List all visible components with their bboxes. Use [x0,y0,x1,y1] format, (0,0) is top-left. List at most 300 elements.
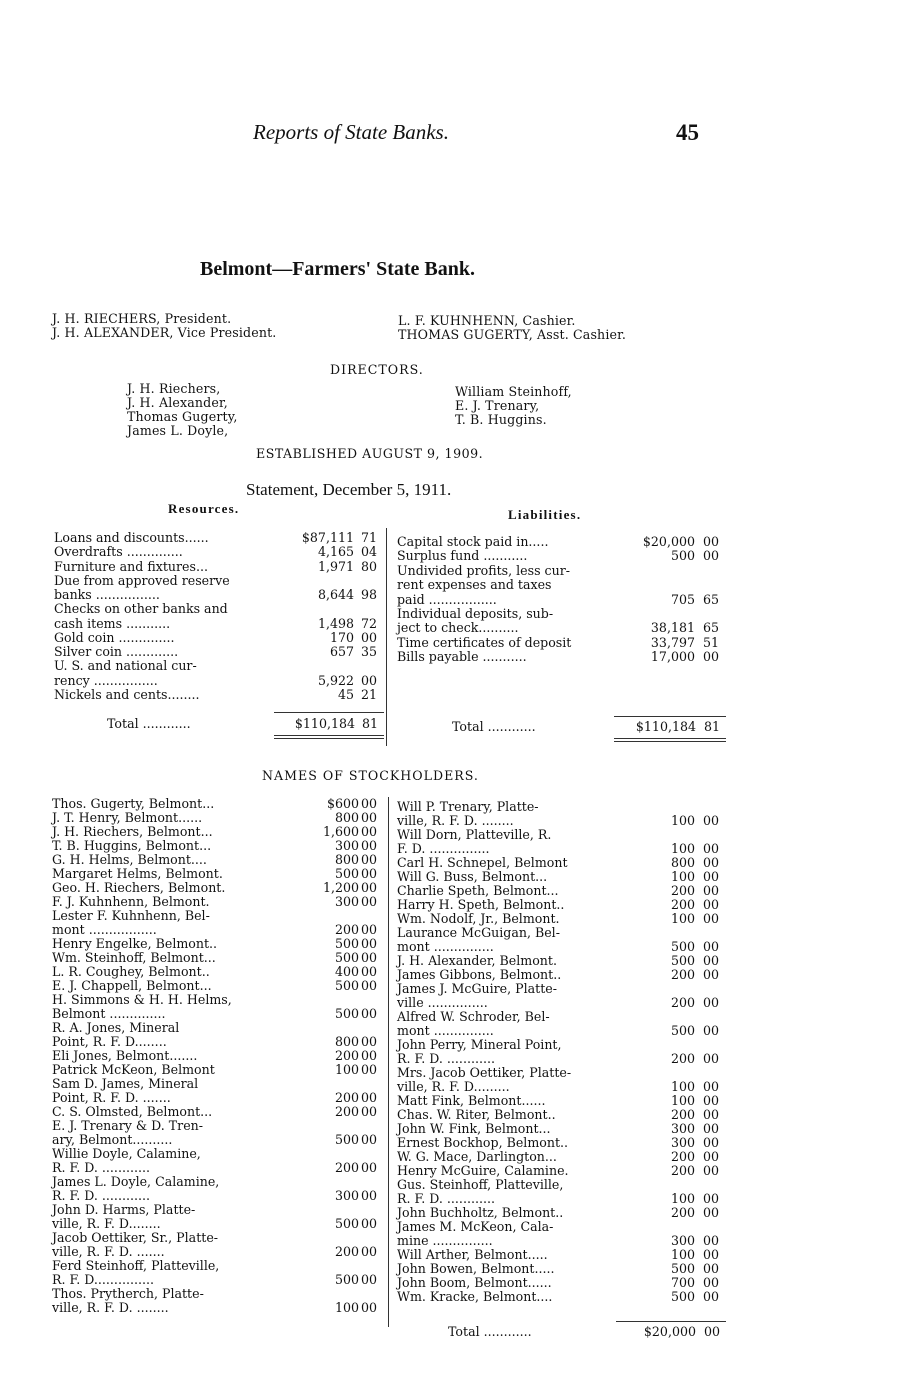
officer-asst-cashier: THOMAS GUGERTY, Asst. Cashier. [398,327,627,342]
stockholder-left-row [52,1077,386,1091]
stockholder-right-row [397,912,727,926]
stockholder-left-label: J. T. Henry, Belmont...... [52,810,203,825]
liabilities-total-rule [614,716,726,717]
liabilities-total-dollars: $110,184 [635,719,696,734]
resource-row [54,617,384,631]
stockholder-left-cents: 00 [361,838,378,853]
stockholder-left-cents: 00 [361,922,378,937]
stockholder-left-dollars: 500 [334,1006,359,1021]
stockholder-right-row [397,800,727,814]
stockholder-left-row [52,1245,386,1259]
stockholder-right-label: Will Arther, Belmont..... [397,1247,548,1262]
resource-dollars: $87,111 [301,530,354,545]
stockholder-left-dollars: 100 [334,1062,359,1077]
stockholder-right-label: Wm. Nodolf, Jr., Belmont. [397,911,560,926]
stockholder-left-dollars: 500 [334,1272,359,1287]
stockholder-right-row [397,1066,727,1080]
stockholder-right-label: R. F. D. ............ [397,1051,495,1066]
resource-row [54,674,384,688]
resource-dollars: 45 [337,686,354,702]
stockholder-left-cents: 00 [361,964,378,979]
stockholder-right-dollars: 100 [670,911,695,926]
stockholder-left-dollars: 200 [334,1048,359,1063]
stockholder-left-dollars: 500 [334,936,359,951]
stockholder-right-dollars: 200 [670,1163,695,1178]
stockholder-left-row [52,993,386,1007]
resource-row [54,588,384,602]
stockholder-left-row [52,881,386,895]
liability-cents: 00 [703,649,720,665]
stockholder-right-cents: 00 [703,967,720,982]
established-date: ESTABLISHED AUGUST 9, 1909. [256,446,484,461]
stockholder-right-label: Will Dorn, Platteville, R. [397,827,552,842]
stockholder-right-cents: 00 [703,1051,720,1066]
stockholder-left-label: Thos. Prytherch, Platte- [52,1286,204,1301]
stockholders-total-label: Total ............ [448,1324,532,1339]
stockholder-left-row [52,1091,386,1105]
stockholder-left-label: Point, R. F. D. ....... [52,1090,171,1105]
stockholder-right-row [397,940,727,954]
resource-cents: 71 [361,530,378,545]
stockholder-left-label: Geo. H. Riechers, Belmont. [52,880,226,895]
stockholder-right-row [397,1234,727,1248]
stockholder-right-label: mine ............... [397,1233,493,1248]
stockholder-left-dollars: 500 [334,1132,359,1147]
stockholder-right-cents: 00 [703,883,720,898]
stockholder-left-label: James L. Doyle, Calamine, [52,1174,220,1189]
stockholder-left-row [52,1175,386,1189]
resource-label: Gold coin .............. [54,629,175,645]
resources-double-rule [274,735,384,736]
stockholder-left-row [52,965,386,979]
resource-dollars: 4,165 [317,544,354,560]
stockholder-left-row [52,979,386,993]
stockholder-right-dollars: 100 [670,1247,695,1262]
resources-table [54,531,384,702]
stockholder-left-cents: 00 [361,1300,378,1315]
stockholder-left-row [52,1007,386,1021]
liability-row [397,636,727,650]
stockholder-left-row [52,1287,386,1301]
stockholder-left-label: Eli Jones, Belmont....... [52,1048,198,1063]
liabilities-table [397,535,727,665]
stockholder-right-row [397,1178,727,1192]
stockholder-right-label: Chas. W. Riter, Belmont.. [397,1107,556,1122]
resource-cents: 04 [361,544,378,560]
stockholder-right-dollars: 300 [670,1121,695,1136]
stockholder-right-row [397,1094,727,1108]
resource-row [54,659,384,673]
stockholder-left-row [52,825,386,839]
director: J. H. Riechers, [127,381,221,396]
stockholder-right-label: James M. McKeon, Cala- [397,1219,554,1234]
stockholder-right-dollars: 800 [670,855,695,870]
stockholder-left-cents: 00 [361,1216,378,1231]
stockholder-right-cents: 00 [703,897,720,912]
stockholder-right-cents: 00 [703,1093,720,1108]
liability-dollars: 705 [670,591,695,607]
stockholder-right-label: ville ............... [397,995,488,1010]
liability-cents: 65 [703,620,720,636]
stockholders-heading: NAMES OF STOCKHOLDERS. [262,768,479,783]
stockholders-divider [388,797,389,1327]
stockholder-left-row [52,1035,386,1049]
stockholder-left-dollars: 800 [334,852,359,867]
stockholder-left-row [52,909,386,923]
stockholder-right-dollars: 500 [670,1289,695,1304]
stockholder-right-label: Matt Fink, Belmont...... [397,1093,546,1108]
stockholder-right-label: R. F. D. ............ [397,1191,495,1206]
stockholder-right-row [397,1220,727,1234]
stockholder-left-label: Jacob Oettiker, Sr., Platte- [52,1230,219,1245]
stockholder-right-dollars: 100 [670,841,695,856]
stockholder-left-cents: 00 [361,1244,378,1259]
stockholder-left-row [52,1049,386,1063]
director: James L. Doyle, [127,423,229,438]
stockholder-left-row [52,1021,386,1035]
stockholder-left-dollars: 300 [334,894,359,909]
stockholder-left-dollars: 1,200 [322,880,359,895]
resources-total-dollars: $110,184 [294,716,355,731]
running-title: Reports of State Banks. [253,120,449,144]
stockholder-left-dollars: 100 [334,1300,359,1315]
stockholder-right-row [397,828,727,842]
stockholder-left-label: E. J. Chappell, Belmont... [52,978,212,993]
stockholder-left-label: Sam D. James, Mineral [52,1076,199,1091]
stockholder-right-label: Charlie Speth, Belmont... [397,883,559,898]
stockholder-left-label: ville, R. F. D........ [52,1216,161,1231]
column-divider [386,528,387,746]
stockholder-left-cents: 00 [361,810,378,825]
director: William Steinhoff, [455,384,572,399]
resource-label: rency ................ [54,672,158,688]
liability-row [397,650,727,664]
liabilities-double-rule [614,738,726,739]
stockholder-left-row [52,895,386,909]
director: J. H. Alexander, [127,395,228,410]
stockholder-left-cents: 00 [361,950,378,965]
stockholder-left-label: Henry Engelke, Belmont.. [52,936,218,951]
stockholder-left-label: ville, R. F. D. ....... [52,1244,165,1259]
stockholder-right-label: James J. McGuire, Platte- [397,981,557,996]
resource-label: banks ................ [54,587,160,602]
resource-label: Nickels and cents........ [54,686,200,702]
liability-cents: 00 [703,548,720,564]
stockholder-right-cents: 00 [703,1023,720,1038]
stockholder-right-cents: 00 [703,1205,720,1220]
officer-cashier: L. F. KUHNHENN, Cashier. [398,313,576,328]
stockholder-right-dollars: 300 [670,1135,695,1150]
stockholder-right-row [397,1080,727,1094]
resource-cents: 21 [361,686,378,702]
liability-row [397,593,727,607]
stockholder-right-label: Ernest Bockhop, Belmont.. [397,1135,569,1150]
stockholder-left-row [52,951,386,965]
resource-cents: 00 [361,672,378,688]
stockholder-right-label: John W. Fink, Belmont... [397,1121,551,1136]
resource-dollars: 1,498 [317,615,354,631]
stockholder-right-row [397,1052,727,1066]
stockholder-left-cents: 00 [361,936,378,951]
resource-dollars: 8,644 [317,587,354,602]
stockholder-left-cents: 00 [361,1090,378,1105]
liability-label: ject to check.......... [397,620,519,636]
stockholder-right-label: J. H. Alexander, Belmont. [397,953,557,968]
liability-dollars: $20,000 [642,534,695,549]
stockholder-left-row [52,1119,386,1133]
resource-dollars: 657 [329,644,354,659]
resources-total-rule [274,712,384,713]
stockholder-left-cents: 00 [361,978,378,993]
stockholder-right-label: ville, R. F. D. ........ [397,813,514,828]
liability-label: Undivided profits, less cur- [397,562,570,578]
stockholder-left-row [52,1203,386,1217]
liabilities-total-label: Total ............ [452,719,536,734]
resource-label: Furniture and fixtures... [54,558,208,574]
liability-row [397,535,727,549]
stockholders-total-cents: 00 [704,1324,721,1339]
stockholder-right-cents: 00 [703,1107,720,1122]
stockholder-right-cents: 00 [703,841,720,856]
stockholder-right-label: Carl H. Schnepel, Belmont [397,855,568,870]
stockholder-left-cents: 00 [361,796,378,811]
stockholder-right-cents: 00 [703,813,720,828]
liabilities-double-rule [614,741,726,742]
stockholder-right-row [397,1108,727,1122]
resources-total-cents: 81 [362,716,379,731]
liability-dollars: 17,000 [650,649,695,665]
stockholder-left-dollars: 1,600 [322,824,359,839]
officer-vice-president: J. H. ALEXANDER, Vice President. [52,325,277,340]
stockholder-left-row [52,1147,386,1161]
stockholder-right-label: James Gibbons, Belmont.. [397,967,562,982]
stockholder-left-cents: 00 [361,824,378,839]
liability-label: Capital stock paid in..... [397,534,549,549]
resource-label: Loans and discounts...... [54,530,209,545]
liability-row [397,564,727,578]
liability-dollars: 38,181 [650,620,695,636]
stockholder-left-row [52,811,386,825]
stockholder-left-row [52,839,386,853]
stockholder-left-label: Wm. Steinhoff, Belmont... [52,950,216,965]
stockholder-right-dollars: 700 [670,1275,695,1290]
resource-row [54,645,384,659]
stockholder-right-cents: 00 [703,1121,720,1136]
stockholder-right-row [397,870,727,884]
stockholder-left-row [52,1259,386,1273]
stockholder-right-dollars: 200 [670,1205,695,1220]
stockholders-total-rule [616,1321,726,1322]
liability-label: Time certificates of deposit [397,634,572,650]
liabilities-heading: Liabilities. [508,507,582,522]
stockholder-right-dollars: 200 [670,1051,695,1066]
director: E. J. Trenary, [455,398,540,413]
resource-label: Due from approved reserve [54,572,230,588]
resource-dollars: 5,922 [317,672,354,688]
stockholder-left-label: L. R. Coughey, Belmont.. [52,964,210,979]
stockholder-left-row [52,867,386,881]
liability-row [397,607,727,621]
stockholder-left-label: ary, Belmont.......... [52,1132,173,1147]
stockholder-right-cents: 00 [703,1261,720,1276]
stockholder-left-row [52,1063,386,1077]
stockholder-left-cents: 00 [361,852,378,867]
stockholder-left-label: Ferd Steinhoff, Platteville, [52,1258,220,1273]
stockholder-right-cents: 00 [703,1191,720,1206]
resource-label: Checks on other banks and [54,601,228,617]
stockholder-right-dollars: 500 [670,1023,695,1038]
stockholder-left-cents: 00 [361,1160,378,1175]
stockholder-left-dollars: 200 [334,1104,359,1119]
stockholder-right-dollars: 100 [670,1093,695,1108]
director: T. B. Huggins. [455,412,547,427]
stockholder-left-cents: 00 [361,880,378,895]
liability-label: Individual deposits, sub- [397,605,554,621]
stockholder-left-row [52,1301,386,1315]
stockholder-left-row [52,853,386,867]
stockholder-right-cents: 00 [703,911,720,926]
stockholder-right-label: mont ............... [397,939,494,954]
stockholder-right-label: Wm. Kracke, Belmont.... [397,1289,553,1304]
stockholder-right-row [397,1136,727,1150]
resource-label: U. S. and national cur- [54,658,197,674]
stockholder-right-cents: 00 [703,1247,720,1262]
stockholder-right-row [397,1164,727,1178]
stockholder-right-row [397,926,727,940]
resources-double-rule [274,738,384,739]
stockholder-right-label: John Buchholtz, Belmont.. [397,1205,564,1220]
stockholder-left-row [52,1105,386,1119]
stockholder-right-row [397,1290,727,1304]
stockholder-right-row [397,842,727,856]
resource-row [54,531,384,545]
director: Thomas Gugerty, [127,409,238,424]
stockholder-left-label: H. Simmons & H. H. Helms, [52,992,232,1007]
resource-cents: 80 [361,558,378,574]
liability-label: Surplus fund ........... [397,548,528,564]
stockholder-left-cents: 00 [361,1062,378,1077]
stockholder-right-cents: 00 [703,939,720,954]
stockholder-left-row [52,1217,386,1231]
stockholder-right-label: John Bowen, Belmont..... [397,1261,555,1276]
resource-dollars: 170 [329,629,354,645]
stockholder-left-label: R. F. D............... [52,1272,154,1287]
stockholder-right-label: W. G. Mace, Darlington... [397,1149,557,1164]
stockholder-left-cents: 00 [361,1034,378,1049]
stockholder-right-row [397,1192,727,1206]
stockholder-left-dollars: 200 [334,922,359,937]
stockholder-right-dollars: 500 [670,939,695,954]
stockholder-left-cents: 00 [361,1006,378,1021]
stockholder-left-dollars: 200 [334,1090,359,1105]
resource-cents: 00 [361,629,378,645]
liability-label: paid ................. [397,591,497,607]
liability-cents: 51 [703,634,720,650]
liability-row [397,621,727,635]
stockholder-left-label: E. J. Trenary & D. Tren- [52,1118,204,1133]
stockholder-right-dollars: 500 [670,1261,695,1276]
stockholder-right-row [397,884,727,898]
stockholder-right-row [397,1276,727,1290]
stockholder-left-label: Patrick McKeon, Belmont [52,1062,215,1077]
stockholder-right-dollars: 200 [670,995,695,1010]
stockholders-left-list [52,797,386,1315]
stockholder-right-label: Will G. Buss, Belmont... [397,869,548,884]
liability-row [397,578,727,592]
stockholder-left-dollars: 500 [334,866,359,881]
stockholder-right-row [397,968,727,982]
stockholder-left-label: T. B. Huggins, Belmont... [52,838,212,853]
stockholder-right-dollars: 500 [670,953,695,968]
stockholder-right-label: John Boom, Belmont...... [397,1275,552,1290]
stockholder-left-dollars: 200 [334,1244,359,1259]
stockholder-right-label: Gus. Steinhoff, Platteville, [397,1177,564,1192]
stockholder-left-label: ville, R. F. D. ........ [52,1300,169,1315]
resource-row [54,545,384,559]
stockholder-right-row [397,814,727,828]
liabilities-total-cents: 81 [704,719,721,734]
resource-cents: 98 [361,587,378,602]
stockholder-left-label: J. H. Riechers, Belmont... [52,824,213,839]
stockholder-left-dollars: 200 [334,1160,359,1175]
statement-title: Statement, December 5, 1911. [246,480,452,499]
stockholder-left-row [52,1189,386,1203]
resource-row [54,602,384,616]
stockholder-left-dollars: 800 [334,810,359,825]
stockholder-left-label: John D. Harms, Platte- [52,1202,196,1217]
stockholder-right-label: John Perry, Mineral Point, [397,1037,562,1052]
stockholder-right-label: Henry McGuire, Calamine. [397,1163,569,1178]
liability-row [397,549,727,563]
stockholder-left-row [52,1273,386,1287]
stockholders-right-list [397,800,727,1304]
resource-label: Silver coin ............. [54,644,179,659]
stockholder-right-row [397,1248,727,1262]
stockholder-right-label: Laurance McGuigan, Bel- [397,925,560,940]
stockholder-left-row [52,1133,386,1147]
stockholder-left-label: G. H. Helms, Belmont.... [52,852,207,867]
stockholder-right-cents: 00 [703,1275,720,1290]
stockholder-left-label: mont ................. [52,922,157,937]
stockholder-left-cents: 00 [361,1188,378,1203]
page-number: 45 [676,120,699,145]
resource-cents: 72 [361,615,378,631]
stockholder-right-dollars: 300 [670,1233,695,1248]
stockholder-right-row [397,1262,727,1276]
stockholder-right-row [397,1024,727,1038]
stockholder-left-row [52,937,386,951]
stockholder-right-label: Harry H. Speth, Belmont.. [397,897,565,912]
stockholder-left-dollars: 500 [334,1216,359,1231]
stockholder-right-row [397,1010,727,1024]
stockholder-right-row [397,1206,727,1220]
stockholder-left-label: F. J. Kuhnhenn, Belmont. [52,894,210,909]
stockholder-right-cents: 00 [703,1149,720,1164]
liability-dollars: 33,797 [650,634,695,650]
stockholder-right-dollars: 200 [670,883,695,898]
stockholder-right-row [397,982,727,996]
liability-dollars: 500 [670,548,695,564]
stockholder-left-row [52,923,386,937]
stockholder-left-cents: 00 [361,894,378,909]
stockholder-left-dollars: 500 [334,978,359,993]
stockholder-right-cents: 00 [703,1135,720,1150]
stockholder-left-dollars: 300 [334,1188,359,1203]
stockholder-left-dollars: 300 [334,838,359,853]
stockholder-left-label: Lester F. Kuhnhenn, Bel- [52,908,210,923]
stockholder-right-cents: 00 [703,1233,720,1248]
stockholder-right-dollars: 200 [670,1107,695,1122]
